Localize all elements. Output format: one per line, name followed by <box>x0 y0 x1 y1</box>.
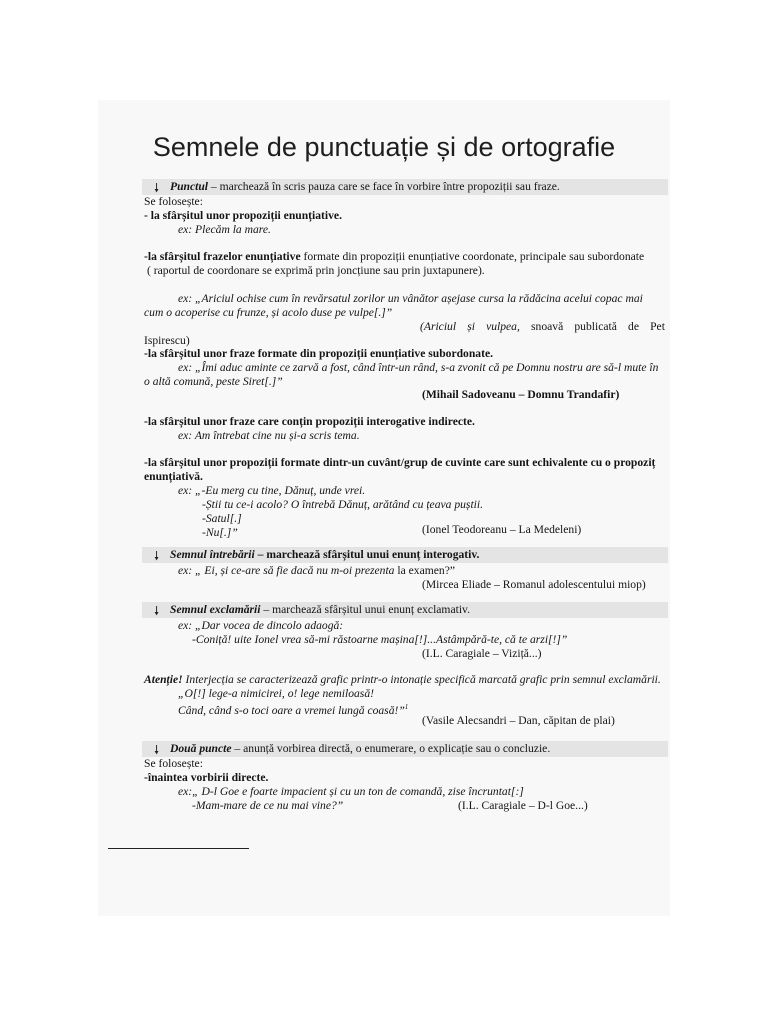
rule-5-example-line-2: -Știi tu ce-i acolo? O întrebă Dănuț, arătând cu țeava puștii. <box>202 498 484 511</box>
rule-2-example: ex: „Ariciul ochise cum în revărsatul zorilor un vânător așejase cursa la rădăcina acelui copac mai <box>178 292 643 305</box>
arrow-down-icon: 🠗 <box>154 743 160 757</box>
page-title: Semnele de punctuație și de ortografie <box>152 132 616 162</box>
doua-puncte-example: ex:„ D-l Goe e foarte impacient și cu un ton de comandă, zise încruntat[:] <box>178 785 524 798</box>
rule-4-example: ex: Am întrebat cine nu și-a scris tema. <box>178 429 360 442</box>
doua-puncte-source: (I.L. Caragiale – D-l Goe...) <box>458 799 588 812</box>
rule-3-example-line-2: o altă comună, peste Siret[.]” <box>144 375 283 388</box>
doua-puncte-rule-1: -înaintea vorbirii directe. <box>144 771 269 784</box>
intrebarii-source: (Mircea Eliade – Romanul adolescentului miop) <box>422 578 646 591</box>
section-name: Semnul întrebării <box>170 548 255 561</box>
exclamarii-source: (I.L. Caragiale – Viziță...) <box>422 647 542 660</box>
rule-3-example: ex: „Îmi aduc aminte ce zarvă a fost, când într-un rând, s-a zvonit că pe Domnu nostru are să-l mute în <box>178 361 659 374</box>
section-name: Două puncte <box>170 742 232 755</box>
rule-2-source-line-2: Ispirescu) <box>144 334 190 347</box>
rule-2: -la sfârșitul frazelor enunțiative formate din propoziții enunțiative coordonate, principale sau subordonate <box>144 250 645 263</box>
rule-5-line-2: enunțiativă. <box>144 470 203 483</box>
rule-5-example: ex: „-Eu merg cu tine, Dănuț, unde vrei. <box>178 484 366 497</box>
rule-3-source: (Mihail Sadoveanu – Domnu Trandafir) <box>422 388 620 401</box>
arrow-down-icon: 🠗 <box>154 181 160 195</box>
section-header-semnul-exclamarii <box>142 602 668 618</box>
rule-3: -la sfârșitul unor fraze formate din propoziții enunțiative subordonate. <box>144 347 493 360</box>
section-header-punctul <box>142 179 668 195</box>
rule-5-source: (Ionel Teodoreanu – La Medeleni) <box>422 523 582 536</box>
atentie-source: (Vasile Alecsandri – Dan, căpitan de plai) <box>422 714 615 727</box>
doua-puncte-se-foloseste: Se folosește: <box>144 757 203 770</box>
intrebarii-example: ex: „ Ei, și ce-are să fie dacă nu m-oi prezenta la examen?” <box>178 564 455 577</box>
rule-1-example: ex: Plecăm la mare. <box>178 223 271 236</box>
rule-4: -la sfârșitul unor fraze care conțin propoziții interogative indirecte. <box>144 415 475 428</box>
section-name: Punctul <box>170 180 209 193</box>
section-description: – marchează în scris pauza care se face în vorbire între propoziții sau fraze. <box>208 180 560 193</box>
rule-2-line-2: ( raportul de coordonare se exprimă prin joncțiune sau prin juxtapunere). <box>147 264 485 277</box>
rule-5-example-line-4: -Nu[.]” <box>202 526 238 539</box>
rule-5: -la sfârșitul unor propoziții formate dintr-un cuvânt/grup de cuvinte care sunt echivalente cu o propoziț <box>144 456 656 469</box>
section-description: – anunță vorbirea directă, o enumerare, o explicație sau o concluzie. <box>231 742 551 755</box>
section-header-doua-puncte <box>142 741 668 757</box>
exclamarii-example-line-2: -Coniță! uite Ionel vrea să-mi răstoarne mașina[!]...Astâmpără-te, că te arzi[!]” <box>192 633 568 646</box>
section-name: Semnul exclamării <box>170 603 261 616</box>
arrow-down-icon: 🠗 <box>154 604 160 618</box>
atentie-verse-1: „O[!] lege-a nimicirei, o! lege nemiloasă! <box>178 687 374 700</box>
atentie-verse-2: Când, când s-o toci oare a vremei lungă coasă!”$^1$ <box>178 703 409 717</box>
rule-5-example-line-3: -Satul[.] <box>202 512 242 525</box>
exclamarii-example: ex: „Dar vocea de dincolo adaogă: <box>178 619 344 632</box>
doua-puncte-example-line-2: -Mam-mare de ce nu mai vine?” <box>192 799 344 812</box>
section-description: – marchează sfârșitul unui enunț interogativ. <box>254 548 480 561</box>
rule-1: - la sfârșitul unor propoziții enunțiative. <box>144 209 342 222</box>
footnote-mark: 1 <box>404 703 409 711</box>
se-foloseste: Se folosește: <box>144 195 203 208</box>
section-header-semnul-intrebarii <box>142 547 668 563</box>
rule-2-source: (Ariciul și vulpea, snoavă publicată de Pet <box>420 320 665 333</box>
arrow-down-icon: 🠗 <box>154 549 160 563</box>
section-description: – marchează sfârșitul unui enunț exclamativ. <box>260 603 470 616</box>
rule-2-example-line-2: cum o acoperise cu frunze, și acolo duse pe vulpe[.]” <box>144 306 393 319</box>
atentie-note: Atenție! Interjecția se caracterizează grafic printr-o intonație specifică marcată grafic prin semnul exclamării. <box>144 673 661 686</box>
footnote-divider <box>108 848 249 849</box>
